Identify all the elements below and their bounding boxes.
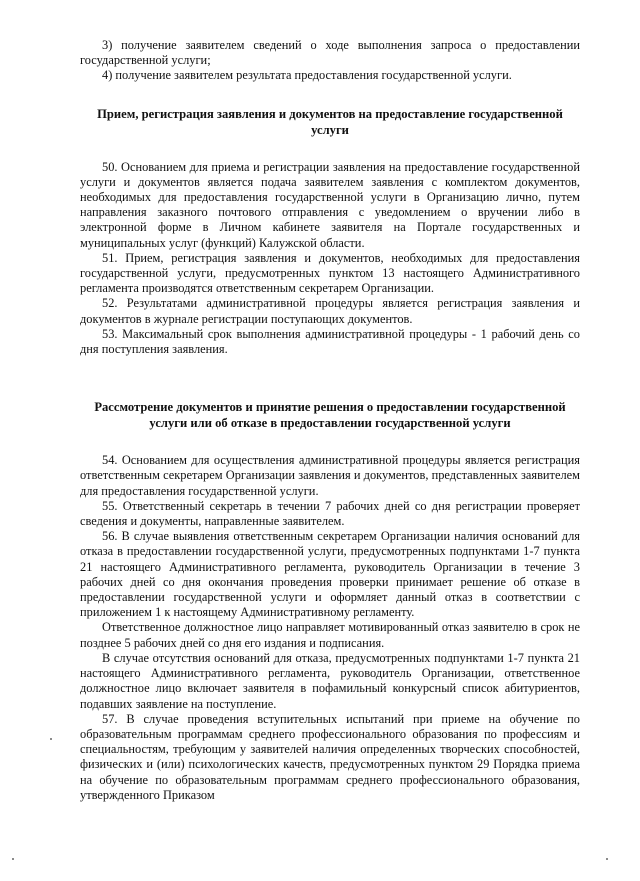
paragraph-55: 55. Ответственный секретарь в течении 7 рабочих дней со дня регистрации проверяет сведения и документы, направленные заявителем.: [80, 498, 580, 529]
paragraph-51: 51. Прием, регистрация заявления и документов, необходимых для предоставления государственной услуги, предусмотренных пунктом 13 настоящего Административного регламента производятся ответственным секретарем Организации.: [80, 250, 580, 296]
section-heading-review: Рассмотрение документов и принятие решения о предоставлении государственной услуги или об отказе в предоставлении государственной услуги: [94, 400, 566, 431]
paragraph-57: 57. В случае проведения вступительных испытаний при приеме на обучение по образовательным программам среднего профессионального образования по профессиям и специальностям, требующим у заявителей наличия определенных творческих способностей, физических и (или) психологических качеств, предусмотренных пунктом 29 Порядка приема на обучение по образовательным программам среднего профессионального образования, утвержденного Приказом: [80, 711, 580, 802]
spacer: [80, 431, 580, 453]
list-item-4: 4) получение заявителем результата предоставления государственной услуги.: [102, 68, 512, 83]
scan-speck: [50, 738, 52, 740]
paragraph-53: 53. Максимальный срок выполнения административной процедуры - 1 рабочий день со дня поступления заявления.: [80, 326, 580, 357]
list-item-3: 3) получение заявителем сведений о ходе выполнения запроса о предоставлении государственной услуги;: [80, 38, 580, 68]
spacer: [80, 138, 580, 160]
paragraph-56-inclusion: В случае отсутствия оснований для отказа, предусмотренных подпунктами 1-7 пункта 21 настоящего Административного регламента, руководитель Организации, ответственное должностное лицо включает заявителя в пофамильный конкурсный список абитуриентов, подавших заявление на поступление.: [80, 650, 580, 711]
paragraph-56: 56. В случае выявления ответственным секретарем Организации наличия оснований для отказа в предоставлении государственной услуги, предусмотренных подпунктами 1-7 пункта 21 настоящего Административного регламента, руководитель Организации в течение 3 рабочих дней со дня окончания проведения проверки принимает решение об отказе в предоставлении государственной услуги и оформляет данный отказ в соответствии с приложением 1 к настоящему Административному регламенту.: [80, 529, 580, 620]
paragraph-56-refusal: Ответственное должностное лицо направляет мотивированный отказ заявителю в срок не позднее 5 рабочих дней со дня его издания и подписания.: [80, 620, 580, 650]
paragraph-50: 50. Основанием для приема и регистрации заявления на предоставление государственной услуги и документов является подача заявителем заявления с комплектом документов, необходимых для предоставления государственной услуги в Организацию лично, путем направления заказного почтового отправления с уведомлением о вручении либо в электронной форме в Личном кабинете заявителя на Портале государственных и муниципальных услуг (функций) Калужской области.: [80, 159, 580, 250]
section-heading-reception: Прием, регистрация заявления и документов на предоставление государственной услуги: [97, 106, 563, 137]
spacer: [80, 357, 580, 399]
document-page: [80, 38, 580, 803]
paragraph-54: 54. Основанием для осуществления административной процедуры является регистрация ответственным секретарем Организации заявления и документов, представленных заявителем для предоставления государственной услуги.: [80, 453, 580, 498]
scan-speck: [606, 858, 608, 860]
paragraph-52: 52. Результатами административной процедуры является регистрация заявления и документов в журнале регистрации поступающих документов.: [80, 296, 580, 326]
scan-speck: [12, 858, 14, 860]
spacer: [80, 84, 580, 106]
